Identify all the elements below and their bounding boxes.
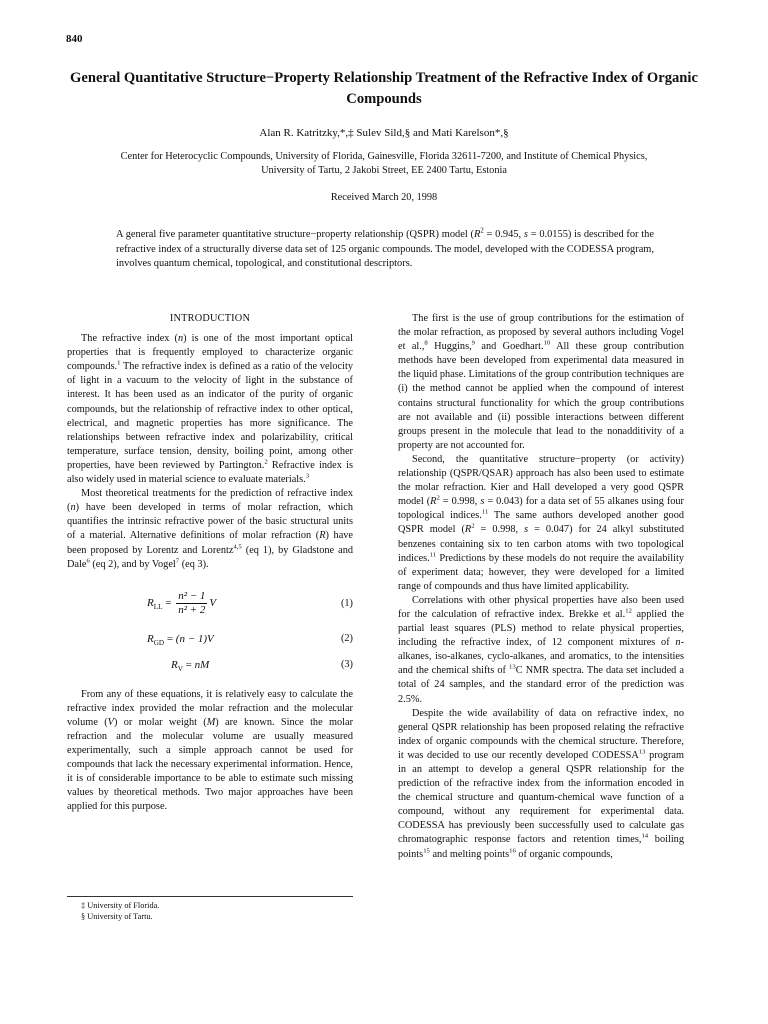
fraction: $\frac{\text{n² − 1}}{\text{n² + 2}}$ [178,590,206,617]
received-date: Received March 20, 1998 [330,192,438,203]
right-column [398,312,684,862]
footnote-florida: ‡ University of Florida. [81,901,160,910]
right-paragraph-4: Despite the wide availability of data on refractive index, no general QSPR relationship has been proposed relating the refractive index of organic compounds with the chemical structure. Therefore, it was decided to use our recently developed CODESSA$^{13}$ program in an attempt to develop a general QSPR relationship for the prediction of the refractive index from the information encoded in the chemical structure and quantum-chemical wave function of a compound, without any requirement for experimental data. CODESSA has previously been successfully used to calculate gas chromatographic response factors and retention times,$^{14}$ boiling points$^{15}$ and melting points$^{16}$ of organic compounds, [398,707,684,860]
abstract: A general five parameter quantitative structure−property relationship (QSPR) model ($R^2 = 0.945$, s = 0.0155) is described for the refractive index of a structurally diverse data set of 125 organic compounds. The model, developed with the CODESSA program, involves quantum chemical, topological, and constitutional descriptors. [116,227,654,270]
equation-3: $R_V$ = nM (3) [171,658,353,673]
right-paragraph-2: Second, the quantitative structure−property (or activity) relationship (QSPR/QSAR) approach has also been used to estimate the molar refraction. Kier and Hall developed a very good QSPR model ($R^2 = 0.998$, s = 0.043) for a data set of 55 alkanes using four topological indices.$^{11}$ The same authors developed another good QSPR model ($R^2 = 0.998$, s = 0.047) for 24 alkyl substituted benzenes containing six to ten carbon atoms with two topological indices.$^{11}$ Predictions by these models do not require the availability of experiment data; however, they were developed for a limited range of compounds and thus have limited applicability. [398,453,684,592]
left-column [67,312,353,815]
page-number: 840 [66,33,83,45]
footnote-tartu: § University of Tartu. [81,912,153,921]
intro-paragraph-3: From any of these equations, it is relatively easy to calculate the refractive index provided the molar refraction and the molecular volume (V) or molar weight (M) are known. Since the molar refraction and the molecular volume are usually measured experimentally, such a simple approach cannot be used for compounds that lack the necessary experimental information. Hence, it is of considerable importance to be able to estimate such missing values by theoretical methods. Two major approaches have been applied for this purpose. [67,688,353,813]
right-paragraph-1: The first is the use of group contributions for the estimation of the molar refraction, as proposed by several authors including Vogel et al.,$^8$ Huggins,$^9$ and Goedhart.$^{10}$ All these group contribution methods have been developed from experimental data measured in the liquid phase. Limitations of the group contribution techniques are (i) the method cannot be applied when the compound of interest contains structural functionality for which the group contributions are not available and (ii) possible interactions between different groups present in the molecule that lead to the nonadditivity of a property are not accounted for. [398,313,685,451]
section-heading-introduction: INTRODUCTION [169,313,251,324]
intro-paragraph-1: The refractive index (n) is one of the most important optical properties that is frequently employed to characterize organic compounds.$^1$ The refractive index is defined as a ratio of the velocity of light in a vacuum to the velocity of light in the substance of interest. It has been used as an indicator of the purity of organic compounds, but the relationship of refractive index to other optical, electrical, and magnetic properties has more significance. The relationships between refractive index and polarizability, critical temperature, surface tension, density, boiling point, among other properties, have been reviewed by Partington.$^2$ Refractive index is also widely used in material science to evaluate materials.$^3$ [67,333,353,486]
paper-title: General Quantitative Structure−Property Relationship Treatment of the Refractive Index of Organic Compounds [70,70,698,107]
intro-paragraph-2: Most theoretical treatments for the prediction of refractive index (n) have been developed in terms of molar refraction, which quantifies the intrinsic refractive power of the basic structural units of a material. Alternative definitions of molar refraction (R) have been proposed by Lorentz and Lorentz$^{4,5}$ (eq 1), by Gladstone and Dale$^6$ (eq 2), and by Vogel$^7$ (eq 3). [67,488,353,570]
equation-number: (1) [340,597,353,609]
right-paragraph-3: Correlations with other physical properties have also been used for the calculation of refractive index. Brekke et al.$^{12}$ applied the partial least squares (PLS) method to relate physical properties, including the refractive index, of 12 component mixtures of n-alkanes, iso-alkanes, cyclo-alkanes, and aromatics, to the intensities and the chemical shifts of $^{13}$C NMR spectra. The data set included a total of 24 samples, and the standard error of the prediction was 2.5%. [398,594,684,705]
equation-number: (2) [340,632,353,644]
equation-number: (3) [340,658,353,670]
equation-2: $R_{GD} = (n - 1)V$ (2) [147,632,353,647]
equation-block [67,582,353,678]
equation-1: $R_{LL}$ = $\frac{\text{n² − 1}}{\text{n² + 2}}$ V (1) [147,590,353,617]
footnotes [67,896,353,922]
affiliation: Center for Heterocyclic Compounds, University of Florida, Gainesville, Florida 32611-7200, and Institute of Chemical Physics, University of Tartu, 2 Jakobi Street, EE 2400 Tartu, Estonia [120,151,648,176]
author-list: Alan R. Katritzky,*,‡ Sulev Sild,§ and Mati Karelson*,§ [259,127,509,139]
